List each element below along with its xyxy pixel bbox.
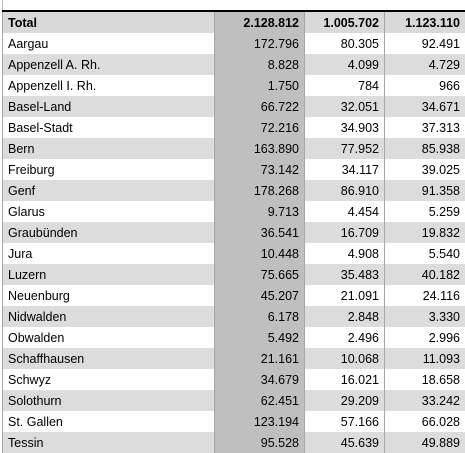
col2-value-cell[interactable]: 29.209 — [305, 390, 385, 411]
col2-value-cell[interactable]: 784 — [305, 75, 385, 96]
col2-value-cell[interactable]: 34.117 — [305, 159, 385, 180]
total-row[interactable] — [3, 11, 465, 33]
total-value-cell[interactable]: 72.216 — [215, 117, 305, 138]
total-col3-cell[interactable]: 1.123.110 — [385, 11, 465, 33]
col3-value-cell[interactable]: 2.996 — [385, 327, 465, 348]
col2-value-cell[interactable]: 16.709 — [305, 222, 385, 243]
total-value-cell[interactable]: 66.722 — [215, 96, 305, 117]
canton-name-cell[interactable]: Glarus — [3, 201, 215, 222]
canton-name-cell[interactable]: Nidwalden — [3, 306, 215, 327]
total-value-cell[interactable]: 34.679 — [215, 369, 305, 390]
col2-value-cell[interactable]: 32.051 — [305, 96, 385, 117]
canton-name-cell[interactable]: Schaffhausen — [3, 348, 215, 369]
col3-value-cell[interactable]: 11.093 — [385, 348, 465, 369]
total-value-cell[interactable]: 178.268 — [215, 180, 305, 201]
col2-value-cell[interactable]: 2.848 — [305, 306, 385, 327]
total-value-cell[interactable]: 172.796 — [215, 33, 305, 54]
canton-name-cell[interactable]: Tessin — [3, 432, 215, 453]
table-row[interactable] — [3, 264, 465, 285]
table-row[interactable] — [3, 201, 465, 222]
col2-value-cell[interactable]: 35.483 — [305, 264, 385, 285]
canton-name-cell[interactable]: Graubünden — [3, 222, 215, 243]
col3-value-cell[interactable]: 3.330 — [385, 306, 465, 327]
total-label-cell[interactable]: Total — [3, 11, 215, 33]
total-value-cell[interactable]: 1.750 — [215, 75, 305, 96]
col2-value-cell[interactable]: 21.091 — [305, 285, 385, 306]
total-value-cell[interactable]: 10.448 — [215, 243, 305, 264]
col2-value-cell[interactable]: 34.903 — [305, 117, 385, 138]
column-divider-tick — [2, 0, 3, 10]
col2-value-cell[interactable]: 45.639 — [305, 432, 385, 453]
col3-value-cell[interactable]: 5.259 — [385, 201, 465, 222]
col3-value-cell[interactable]: 40.182 — [385, 264, 465, 285]
col3-value-cell[interactable]: 33.242 — [385, 390, 465, 411]
table-row[interactable] — [3, 117, 465, 138]
total-value-cell[interactable]: 95.528 — [215, 432, 305, 453]
table-row[interactable] — [3, 222, 465, 243]
total-value-cell[interactable]: 36.541 — [215, 222, 305, 243]
canton-name-cell[interactable]: Appenzell I. Rh. — [3, 75, 215, 96]
table-row[interactable] — [3, 159, 465, 180]
col2-value-cell[interactable]: 10.068 — [305, 348, 385, 369]
col3-value-cell[interactable]: 37.313 — [385, 117, 465, 138]
col2-value-cell[interactable]: 16.021 — [305, 369, 385, 390]
table-row[interactable] — [3, 75, 465, 96]
total-value-cell[interactable]: 62.451 — [215, 390, 305, 411]
total-value-cell[interactable]: 6.178 — [215, 306, 305, 327]
table-row[interactable] — [3, 369, 465, 390]
total-col2-cell[interactable]: 1.005.702 — [305, 11, 385, 33]
col3-value-cell[interactable]: 91.358 — [385, 180, 465, 201]
canton-name-cell[interactable]: Bern — [3, 138, 215, 159]
canton-name-cell[interactable]: Freiburg — [3, 159, 215, 180]
canton-name-cell[interactable]: Basel-Land — [3, 96, 215, 117]
table-row[interactable] — [3, 390, 465, 411]
total-value-cell[interactable]: 73.142 — [215, 159, 305, 180]
col2-value-cell[interactable]: 80.305 — [305, 33, 385, 54]
canton-name-cell[interactable]: Schwyz — [3, 369, 215, 390]
col3-value-cell[interactable]: 39.025 — [385, 159, 465, 180]
col2-value-cell[interactable]: 86.910 — [305, 180, 385, 201]
canton-name-cell[interactable]: Aargau — [3, 33, 215, 54]
canton-name-cell[interactable]: Genf — [3, 180, 215, 201]
col3-value-cell[interactable]: 92.491 — [385, 33, 465, 54]
col3-value-cell[interactable]: 24.116 — [385, 285, 465, 306]
canton-name-cell[interactable]: Solothurn — [3, 390, 215, 411]
col2-value-cell[interactable]: 4.099 — [305, 54, 385, 75]
col3-value-cell[interactable]: 85.938 — [385, 138, 465, 159]
col2-value-cell[interactable]: 4.908 — [305, 243, 385, 264]
table-row[interactable] — [3, 138, 465, 159]
col3-value-cell[interactable]: 49.889 — [385, 432, 465, 453]
total-value-cell[interactable]: 9.713 — [215, 201, 305, 222]
table-row[interactable] — [3, 411, 465, 432]
table-body — [3, 11, 465, 453]
canton-table — [2, 10, 465, 453]
total-value-cell[interactable]: 21.161 — [215, 348, 305, 369]
canton-name-cell[interactable]: Jura — [3, 243, 215, 264]
total-value-cell[interactable]: 163.890 — [215, 138, 305, 159]
table-row[interactable] — [3, 54, 465, 75]
canton-name-cell[interactable]: St. Gallen — [3, 411, 215, 432]
canton-name-cell[interactable]: Obwalden — [3, 327, 215, 348]
table-row[interactable] — [3, 96, 465, 117]
total-value-cell[interactable]: 5.492 — [215, 327, 305, 348]
col3-value-cell[interactable]: 34.671 — [385, 96, 465, 117]
table-row[interactable] — [3, 327, 465, 348]
table-row[interactable] — [3, 180, 465, 201]
canton-name-cell[interactable]: Basel-Stadt — [3, 117, 215, 138]
table-row[interactable] — [3, 306, 465, 327]
canton-name-cell[interactable]: Neuenburg — [3, 285, 215, 306]
col2-value-cell[interactable]: 4.454 — [305, 201, 385, 222]
canton-name-cell[interactable]: Luzern — [3, 264, 215, 285]
total-value-cell[interactable]: 123.194 — [215, 411, 305, 432]
canton-name-cell[interactable]: Appenzell A. Rh. — [3, 54, 215, 75]
total-value-cell[interactable]: 75.665 — [215, 264, 305, 285]
table-row[interactable] — [3, 243, 465, 264]
col3-value-cell[interactable]: 66.028 — [385, 411, 465, 432]
col3-value-cell[interactable]: 5.540 — [385, 243, 465, 264]
total-value-cell[interactable]: 8.828 — [215, 54, 305, 75]
col3-value-cell[interactable]: 4.729 — [385, 54, 465, 75]
table-row[interactable] — [3, 348, 465, 369]
col2-value-cell[interactable]: 2.496 — [305, 327, 385, 348]
total-value-cell[interactable]: 45.207 — [215, 285, 305, 306]
table-row[interactable] — [3, 285, 465, 306]
total-total-cell[interactable]: 2.128.812 — [215, 11, 305, 33]
col3-value-cell[interactable]: 966 — [385, 75, 465, 96]
col2-value-cell[interactable]: 77.952 — [305, 138, 385, 159]
col3-value-cell[interactable]: 19.832 — [385, 222, 465, 243]
col3-value-cell[interactable]: 18.658 — [385, 369, 465, 390]
table-row[interactable] — [3, 33, 465, 54]
sheet-top-margin — [0, 0, 465, 10]
col2-value-cell[interactable]: 57.166 — [305, 411, 385, 432]
